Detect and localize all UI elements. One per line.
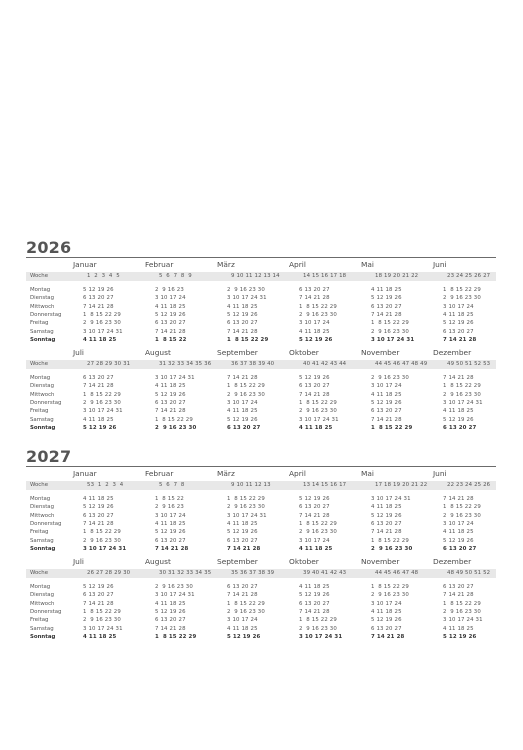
day-row: 4 11 18 25 xyxy=(299,584,330,590)
day-row: 6 13 20 27 xyxy=(83,295,114,302)
day-row: 2 9 16 23 30 xyxy=(83,320,121,327)
day-row: 5 12 19 26 xyxy=(443,320,474,327)
day-row: 3 10 17 24 xyxy=(227,617,258,624)
week-numbers: 36 37 38 39 40 xyxy=(231,361,275,367)
month-name: August xyxy=(145,348,171,357)
day-row: 2 9 16 23 30 xyxy=(227,391,265,398)
year-block xyxy=(0,447,523,657)
day-row: 3 10 17 24 31 xyxy=(227,295,267,302)
day-row: 1 8 15 22 29 xyxy=(299,399,337,406)
weekday-label: Freitag xyxy=(30,320,49,327)
day-row: 4 11 18 25 xyxy=(371,504,402,511)
day-row: 6 13 20 27 xyxy=(299,287,330,293)
day-row: 6 13 20 27 xyxy=(83,512,114,519)
day-row: 7 14 21 28 xyxy=(155,408,186,415)
weekday-label: Dienstag xyxy=(30,295,55,302)
day-row: 1 8 15 22 29 xyxy=(227,496,265,502)
month-name: Juni xyxy=(433,469,447,478)
day-row: 1 8 15 22 29 xyxy=(155,416,193,423)
day-row: 7 14 21 28 xyxy=(155,328,186,335)
day-row: 7 14 21 28 xyxy=(227,375,258,381)
day-row: 1 8 15 22 29 xyxy=(371,320,409,327)
week-numbers: 1 2 3 4 5 xyxy=(87,273,120,279)
day-row: 5 12 19 26 xyxy=(227,416,258,423)
day-row: 6 13 20 27 xyxy=(443,424,477,431)
day-row: 3 10 17 24 31 xyxy=(443,399,483,406)
day-row: 7 14 21 28 xyxy=(299,295,330,302)
weekday-label: Montag xyxy=(30,287,51,293)
day-row: 6 13 20 27 xyxy=(371,520,402,527)
week-numbers: 48 49 50 51 52 xyxy=(447,570,491,576)
month-name: April xyxy=(289,469,306,478)
weekday-label: Sonntag xyxy=(30,336,56,343)
day-row: 3 10 17 24 xyxy=(299,320,330,327)
day-row: 1 8 15 22 29 xyxy=(371,537,409,544)
day-row: 1 8 15 22 29 xyxy=(227,383,265,390)
day-row: 2 9 16 23 30 xyxy=(227,504,265,511)
month-name: Januar xyxy=(73,469,97,478)
day-row: 6 13 20 27 xyxy=(227,537,258,544)
week-numbers: 22 23 24 25 26 xyxy=(447,482,491,488)
day-row: 3 10 17 24 xyxy=(371,383,402,390)
week-label: Woche xyxy=(30,273,49,279)
week-numbers: 14 15 16 17 18 xyxy=(303,273,347,279)
day-row: 5 12 19 26 xyxy=(299,336,333,343)
year-divider xyxy=(26,466,496,467)
day-row: 4 11 18 25 xyxy=(227,520,258,527)
day-row: 2 9 16 23 30 xyxy=(371,375,409,381)
weekday-label: Dienstag xyxy=(30,504,55,511)
weekday-label: Mittwoch xyxy=(30,391,55,398)
week-numbers: 26 27 28 29 30 xyxy=(87,570,131,576)
day-row: 7 14 21 28 xyxy=(227,328,258,335)
day-row: 4 11 18 25 xyxy=(371,391,402,398)
day-row: 5 12 19 26 xyxy=(371,399,402,406)
month-name: Juni xyxy=(433,260,447,269)
day-row: 1 8 15 22 xyxy=(155,496,184,502)
day-row: 4 11 18 25 xyxy=(443,529,474,536)
day-row: 2 9 16 23 30 xyxy=(227,608,265,615)
weekday-label: Sonntag xyxy=(30,424,56,431)
day-row: 3 10 17 24 xyxy=(227,399,258,406)
month-name: Dezember xyxy=(433,348,472,357)
day-row: 2 9 16 23 xyxy=(155,504,184,511)
week-numbers: 5 6 7 8 9 xyxy=(159,273,192,279)
day-row: 2 9 16 23 30 xyxy=(299,408,337,415)
week-label: Woche xyxy=(30,482,49,488)
weekday-label: Samstag xyxy=(30,328,54,335)
day-row: 7 14 21 28 xyxy=(443,592,474,599)
day-row: 5 12 19 26 xyxy=(371,617,402,624)
day-row: 1 8 15 22 29 xyxy=(83,311,121,318)
day-row: 1 8 15 22 29 xyxy=(83,608,121,615)
day-row: 5 12 19 26 xyxy=(227,633,261,640)
day-row: 6 13 20 27 xyxy=(299,504,330,511)
day-row: 6 13 20 27 xyxy=(155,399,186,406)
week-label: Woche xyxy=(30,570,49,576)
day-row: 5 12 19 26 xyxy=(443,633,477,640)
week-numbers: 13 14 15 16 17 xyxy=(303,482,347,488)
week-numbers: 27 28 29 30 31 xyxy=(87,361,131,367)
day-row: 3 10 17 24 xyxy=(443,303,474,310)
day-row: 5 12 19 26 xyxy=(443,537,474,544)
day-row: 4 11 18 25 xyxy=(299,545,333,552)
day-row: 6 13 20 27 xyxy=(371,303,402,310)
day-row: 4 11 18 25 xyxy=(227,303,258,310)
weekday-label: Donnerstag xyxy=(30,608,62,615)
day-row: 5 12 19 26 xyxy=(227,529,258,536)
day-row: 1 8 15 22 29 xyxy=(83,391,121,398)
day-row: 1 8 15 22 xyxy=(155,336,187,343)
day-row: 7 14 21 28 xyxy=(443,375,474,381)
day-row: 1 8 15 22 29 xyxy=(299,617,337,624)
day-row: 1 8 15 22 29 xyxy=(371,424,413,431)
weekday-label: Mittwoch xyxy=(30,303,55,310)
day-row: 4 11 18 25 xyxy=(443,625,474,632)
day-row: 3 10 17 24 31 xyxy=(155,592,195,599)
day-row: 7 14 21 28 xyxy=(227,545,261,552)
week-numbers: 40 41 42 43 44 xyxy=(303,361,347,367)
day-row: 2 9 16 23 30 xyxy=(443,295,481,302)
day-row: 6 13 20 27 xyxy=(299,383,330,390)
day-row: 6 13 20 27 xyxy=(155,537,186,544)
day-row: 1 8 15 22 29 xyxy=(299,303,337,310)
weekday-label: Mittwoch xyxy=(30,600,55,607)
day-row: 7 14 21 28 xyxy=(227,592,258,599)
day-row: 1 8 15 22 29 xyxy=(299,520,337,527)
day-row: 5 12 19 26 xyxy=(299,592,330,599)
day-row: 2 9 16 23 30 xyxy=(155,584,193,590)
month-name: März xyxy=(217,260,235,269)
day-row: 7 14 21 28 xyxy=(443,496,474,502)
day-row: 7 14 21 28 xyxy=(299,608,330,615)
day-row: 7 14 21 28 xyxy=(371,633,405,640)
week-numbers: 31 32 33 34 35 36 xyxy=(159,361,212,367)
day-row: 4 11 18 25 xyxy=(83,336,117,343)
week-numbers: 9 10 11 12 13 14 xyxy=(231,273,280,279)
day-row: 2 9 16 23 30 xyxy=(83,617,121,624)
day-row: 4 11 18 25 xyxy=(371,608,402,615)
day-row: 5 12 19 26 xyxy=(155,608,186,615)
day-row: 3 10 17 24 31 xyxy=(227,512,267,519)
weekday-label: Montag xyxy=(30,375,51,381)
month-name: September xyxy=(217,557,258,566)
day-row: 6 13 20 27 xyxy=(83,375,114,381)
day-row: 2 9 16 23 30 xyxy=(443,608,481,615)
weekday-label: Freitag xyxy=(30,617,49,624)
week-numbers: 9 10 11 12 13 xyxy=(231,482,271,488)
weekday-label: Samstag xyxy=(30,537,54,544)
day-row: 3 10 17 24 31 xyxy=(83,545,127,552)
day-row: 1 8 15 22 29 xyxy=(443,287,481,293)
day-row: 3 10 17 24 31 xyxy=(371,336,415,343)
day-row: 6 13 20 27 xyxy=(155,320,186,327)
month-name: August xyxy=(145,557,171,566)
day-row: 2 9 16 23 30 xyxy=(83,537,121,544)
day-row: 3 10 17 24 31 xyxy=(83,625,123,632)
day-row: 4 11 18 25 xyxy=(83,496,114,502)
day-row: 5 12 19 26 xyxy=(155,311,186,318)
month-name: Mai xyxy=(361,469,374,478)
day-row: 4 11 18 25 xyxy=(155,520,186,527)
day-row: 4 11 18 25 xyxy=(155,600,186,607)
week-numbers: 49 50 51 52 53 xyxy=(447,361,491,367)
weekday-label: Donnerstag xyxy=(30,399,62,406)
weekday-label: Dienstag xyxy=(30,383,55,390)
day-row: 7 14 21 28 xyxy=(83,520,114,527)
day-row: 6 13 20 27 xyxy=(443,584,474,590)
day-row: 2 9 16 23 30 xyxy=(299,529,337,536)
day-row: 7 14 21 28 xyxy=(299,512,330,519)
day-row: 4 11 18 25 xyxy=(83,633,117,640)
month-name: Februar xyxy=(145,260,174,269)
day-row: 6 13 20 27 xyxy=(443,328,474,335)
weekday-label: Sonntag xyxy=(30,545,56,552)
day-row: 3 10 17 24 xyxy=(443,520,474,527)
day-row: 6 13 20 27 xyxy=(299,600,330,607)
day-row: 5 12 19 26 xyxy=(443,416,474,423)
day-row: 6 13 20 27 xyxy=(83,592,114,599)
day-row: 3 10 17 24 xyxy=(299,537,330,544)
day-row: 4 11 18 25 xyxy=(299,328,330,335)
day-row: 4 11 18 25 xyxy=(227,625,258,632)
day-row: 3 10 17 24 31 xyxy=(83,408,123,415)
day-row: 2 9 16 23 30 xyxy=(299,311,337,318)
weekday-label: Freitag xyxy=(30,529,49,536)
year-title: 2027 xyxy=(26,447,72,466)
day-row: 7 14 21 28 xyxy=(155,545,189,552)
day-row: 7 14 21 28 xyxy=(443,336,477,343)
day-row: 7 14 21 28 xyxy=(83,383,114,390)
weekday-label: Samstag xyxy=(30,625,54,632)
week-numbers: 39 40 41 42 43 xyxy=(303,570,347,576)
day-row: 7 14 21 28 xyxy=(299,391,330,398)
day-row: 7 14 21 28 xyxy=(371,416,402,423)
weekday-label: Dienstag xyxy=(30,592,55,599)
day-row: 2 9 16 23 30 xyxy=(299,625,337,632)
day-row: 4 11 18 25 xyxy=(299,424,333,431)
day-row: 7 14 21 28 xyxy=(83,600,114,607)
day-row: 4 11 18 25 xyxy=(227,408,258,415)
day-row: 5 12 19 26 xyxy=(371,512,402,519)
weekday-label: Donnerstag xyxy=(30,520,62,527)
weekday-label: Donnerstag xyxy=(30,311,62,318)
day-row: 5 12 19 26 xyxy=(227,311,258,318)
day-row: 2 9 16 23 30 xyxy=(227,287,265,293)
day-row: 4 11 18 25 xyxy=(83,416,114,423)
day-row: 3 10 17 24 31 xyxy=(443,617,483,624)
week-label: Woche xyxy=(30,361,49,367)
day-row: 7 14 21 28 xyxy=(155,625,186,632)
day-row: 1 8 15 22 29 xyxy=(443,600,481,607)
day-row: 3 10 17 24 31 xyxy=(299,633,343,640)
day-row: 5 12 19 26 xyxy=(299,496,330,502)
day-row: 5 12 19 26 xyxy=(299,375,330,381)
day-row: 2 9 16 23 30 xyxy=(155,424,197,431)
day-row: 1 8 15 22 29 xyxy=(371,584,409,590)
day-row: 3 10 17 24 31 xyxy=(155,375,195,381)
month-name: Februar xyxy=(145,469,174,478)
day-row: 3 10 17 24 31 xyxy=(83,328,123,335)
week-numbers: 5 6 7 8 xyxy=(159,482,185,488)
day-row: 5 12 19 26 xyxy=(155,529,186,536)
month-name: Januar xyxy=(73,260,97,269)
week-numbers: 44 45 46 47 48 49 xyxy=(375,361,428,367)
month-name: Juli xyxy=(73,348,84,357)
month-name: Dezember xyxy=(433,557,472,566)
weekday-label: Sonntag xyxy=(30,633,56,640)
day-row: 4 11 18 25 xyxy=(371,287,402,293)
week-numbers: 18 19 20 21 22 xyxy=(375,273,419,279)
month-name: November xyxy=(361,557,400,566)
week-numbers: 35 36 37 38 39 xyxy=(231,570,275,576)
day-row: 6 13 20 27 xyxy=(227,584,258,590)
day-row: 6 13 20 27 xyxy=(227,424,261,431)
day-row: 6 13 20 27 xyxy=(227,320,258,327)
day-row: 6 13 20 27 xyxy=(443,545,477,552)
day-row: 1 8 15 22 29 xyxy=(443,504,481,511)
day-row: 6 13 20 27 xyxy=(155,617,186,624)
day-row: 2 9 16 23 xyxy=(155,287,184,293)
year-block xyxy=(0,238,523,448)
day-row: 5 12 19 26 xyxy=(83,287,114,293)
day-row: 1 8 15 22 29 xyxy=(227,600,265,607)
day-row: 3 10 17 24 31 xyxy=(299,416,339,423)
weekday-label: Samstag xyxy=(30,416,54,423)
month-name: Oktober xyxy=(289,348,319,357)
day-row: 5 12 19 26 xyxy=(83,424,117,431)
day-row: 2 9 16 23 30 xyxy=(371,328,409,335)
weekday-label: Mittwoch xyxy=(30,512,55,519)
year-title: 2026 xyxy=(26,238,72,257)
day-row: 1 8 15 22 29 xyxy=(443,383,481,390)
month-name: September xyxy=(217,348,258,357)
day-row: 3 10 17 24 xyxy=(155,512,186,519)
day-row: 5 12 19 26 xyxy=(371,295,402,302)
day-row: 4 11 18 25 xyxy=(443,311,474,318)
month-name: Juli xyxy=(73,557,84,566)
week-numbers: 53 1 2 3 4 xyxy=(87,482,124,488)
year-divider xyxy=(26,257,496,258)
day-row: 2 9 16 23 30 xyxy=(371,545,413,552)
day-row: 3 10 17 24 xyxy=(371,600,402,607)
day-row: 1 8 15 22 29 xyxy=(83,529,121,536)
day-row: 3 10 17 24 31 xyxy=(371,496,411,502)
day-row: 2 9 16 23 30 xyxy=(443,391,481,398)
day-row: 4 11 18 25 xyxy=(155,303,186,310)
day-row: 5 12 19 26 xyxy=(83,504,114,511)
month-name: November xyxy=(361,348,400,357)
month-name: März xyxy=(217,469,235,478)
day-row: 2 9 16 23 30 xyxy=(443,512,481,519)
day-row: 2 9 16 23 30 xyxy=(371,592,409,599)
day-row: 2 9 16 23 30 xyxy=(83,399,121,406)
month-name: April xyxy=(289,260,306,269)
weekday-label: Montag xyxy=(30,496,51,502)
day-row: 5 12 19 26 xyxy=(155,391,186,398)
day-row: 4 11 18 25 xyxy=(443,408,474,415)
day-row: 1 8 15 22 29 xyxy=(155,633,197,640)
day-row: 7 14 21 28 xyxy=(371,529,402,536)
day-row: 3 10 17 24 xyxy=(155,295,186,302)
week-numbers: 30 31 32 33 34 35 xyxy=(159,570,212,576)
day-row: 1 8 15 22 29 xyxy=(227,336,269,343)
day-row: 6 13 20 27 xyxy=(371,625,402,632)
day-row: 5 12 19 26 xyxy=(83,584,114,590)
day-row: 4 11 18 25 xyxy=(155,383,186,390)
month-name: Oktober xyxy=(289,557,319,566)
day-row: 6 13 20 27 xyxy=(371,408,402,415)
day-row: 7 14 21 28 xyxy=(83,303,114,310)
month-name: Mai xyxy=(361,260,374,269)
weekday-label: Montag xyxy=(30,584,51,590)
week-numbers: 23 24 25 26 27 xyxy=(447,273,491,279)
week-numbers: 44 45 46 47 48 xyxy=(375,570,419,576)
day-row: 7 14 21 28 xyxy=(371,311,402,318)
week-numbers: 17 18 19 20 21 22 xyxy=(375,482,428,488)
weekday-label: Freitag xyxy=(30,408,49,415)
